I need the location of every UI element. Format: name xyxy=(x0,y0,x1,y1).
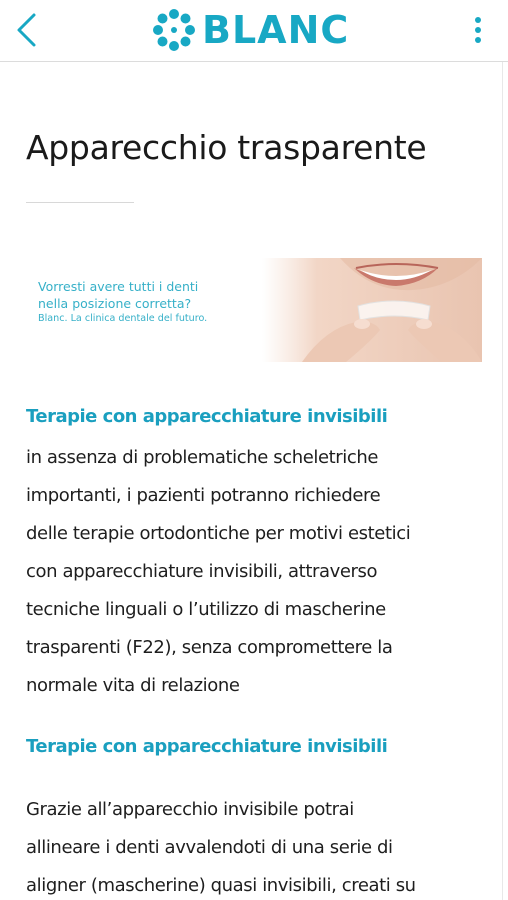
body-line: con apparecchiature invisibili, attraverso xyxy=(26,561,378,582)
body-line: importanti, i pazienti potranno richiedere xyxy=(26,485,381,506)
title-divider xyxy=(26,202,134,203)
page-title: Apparecchio trasparente xyxy=(26,128,427,167)
banner-headline-line-2: nella posizione corretta? xyxy=(38,296,192,311)
body-line: Grazie all’apparecchio invisibile potrai xyxy=(26,799,354,820)
logo-text: BLANC xyxy=(202,8,350,52)
body-line: allineare i denti avvalendoti di una serie di xyxy=(26,837,393,858)
banner-headline-line-1: Vorresti avere tutti i denti xyxy=(38,279,199,294)
back-button[interactable] xyxy=(6,8,46,52)
smiling-woman-aligner-image xyxy=(262,258,482,362)
body-line: normale vita di relazione xyxy=(26,675,240,696)
section-heading-2: Terapie con apparecchiature invisibili xyxy=(26,736,388,757)
body-line: aligner (mascherine) quasi invisibili, creati su xyxy=(26,875,416,896)
promo-banner xyxy=(26,258,482,362)
chevron-left-icon xyxy=(14,12,38,48)
section-body-2 xyxy=(26,791,488,900)
banner-text xyxy=(38,278,207,326)
banner-tagline: Blanc. La clinica dentale del futuro. xyxy=(38,313,208,324)
body-line: trasparenti (F22), senza compromettere la xyxy=(26,637,393,658)
app-bar xyxy=(0,0,508,62)
body-line: in assenza di problematiche scheletriche xyxy=(26,447,379,468)
brand-logo xyxy=(152,6,349,54)
more-vertical-icon xyxy=(474,16,482,44)
overflow-menu-button[interactable] xyxy=(468,10,488,50)
body-line: tecniche linguali o l’utilizzo di mascherine xyxy=(26,599,386,620)
section-body-1 xyxy=(26,439,488,705)
flower-logo-icon xyxy=(152,8,196,52)
section-heading-1: Terapie con apparecchiature invisibili xyxy=(26,406,388,427)
body-line: delle terapie ortodontiche per motivi estetici xyxy=(26,523,411,544)
scroll-edge-divider xyxy=(502,62,503,900)
